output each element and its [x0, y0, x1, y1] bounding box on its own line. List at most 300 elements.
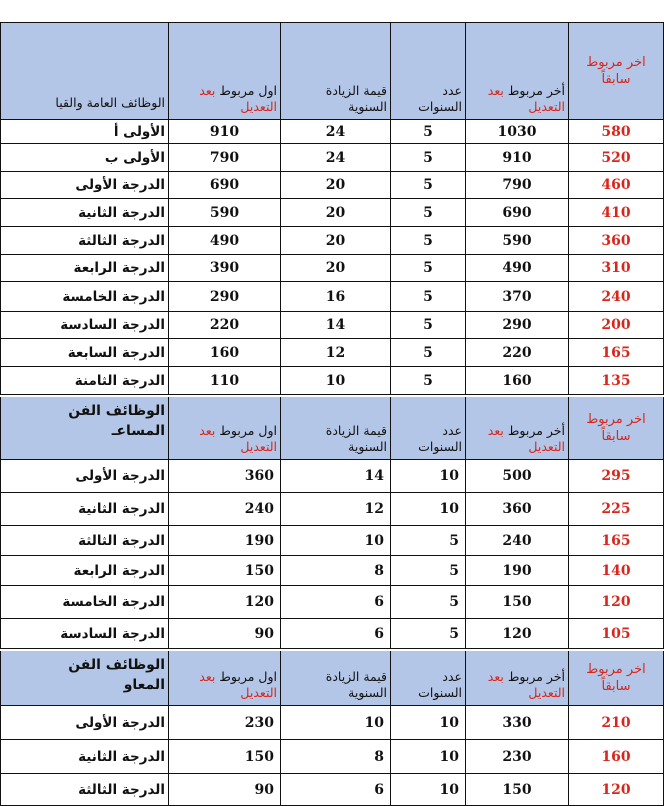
- prev-last-value-cell: [568, 172, 664, 199]
- header-part: السنوات: [418, 685, 462, 700]
- first-after-value: 150: [244, 748, 274, 765]
- increase-value: 8: [374, 748, 384, 765]
- years-value: 5: [449, 562, 459, 579]
- header-first-after: [168, 397, 280, 460]
- last-after-value: 360: [502, 501, 532, 517]
- increase-value: 10: [325, 372, 346, 389]
- last-after-value-cell: [465, 740, 568, 774]
- header-part: بعد: [199, 83, 216, 98]
- increase-value-cell: [280, 282, 390, 312]
- grade-cell: [0, 556, 168, 586]
- last-after-value-cell: [465, 144, 568, 172]
- last-after-value-cell: [465, 367, 568, 395]
- prev-last-value: 225: [601, 501, 631, 517]
- grade-cell: [0, 227, 168, 255]
- grade-label: الدرجة الخامسة: [62, 594, 165, 610]
- header-part: التعديل: [528, 99, 565, 114]
- grade-cell: [0, 282, 168, 312]
- header-last-after-text: [488, 423, 565, 455]
- table-row: [0, 120, 664, 144]
- first-after-value-cell: [168, 339, 280, 367]
- grade-cell: [0, 586, 168, 619]
- header-years: [390, 22, 465, 120]
- years-value-cell: [390, 172, 465, 199]
- increase-value-cell: [280, 255, 390, 282]
- header-part: اخر مربوط: [586, 55, 646, 70]
- increase-value-cell: [280, 227, 390, 255]
- grade-cell: [0, 199, 168, 227]
- increase-value-cell: [280, 586, 390, 619]
- increase-value: 20: [325, 232, 346, 249]
- first-after-value-cell: [168, 460, 280, 493]
- prev-last-value-cell: [568, 460, 664, 493]
- years-value: 5: [423, 317, 433, 333]
- header-part: بعد: [199, 669, 216, 684]
- grade-label: الدرجة الثانية: [78, 204, 165, 221]
- header-row: [0, 651, 664, 706]
- group-title-cell: [0, 651, 168, 706]
- years-value: 5: [423, 288, 433, 305]
- years-value-cell: [390, 367, 465, 395]
- last-after-value-cell: [465, 199, 568, 227]
- table-row: [0, 586, 664, 619]
- header-increase-text: [326, 669, 387, 701]
- header-part: عدد: [442, 83, 462, 98]
- years-value-cell: [390, 227, 465, 255]
- grade-label: الدرجة الرابعة: [73, 562, 165, 579]
- group-title: [55, 93, 165, 113]
- grade-cell: [0, 526, 168, 556]
- first-after-value: 690: [209, 177, 240, 193]
- years-value-cell: [390, 556, 465, 586]
- prev-last-value-cell: [568, 312, 664, 339]
- prev-last-value-cell: [568, 255, 664, 282]
- first-after-value: 290: [209, 288, 240, 305]
- prev-last-value-cell: [568, 774, 664, 806]
- last-after-value: 790: [502, 177, 532, 193]
- last-after-value-cell: [465, 460, 568, 493]
- group-title-line1: الوظائف العامة والقيا: [55, 95, 165, 110]
- header-row: [0, 397, 664, 460]
- increase-value: 12: [364, 501, 384, 517]
- increase-value-cell: [280, 367, 390, 395]
- last-after-value: 370: [502, 288, 532, 305]
- increase-value: 16: [325, 288, 346, 305]
- years-value-cell: [390, 144, 465, 172]
- prev-last-value: 135: [601, 372, 631, 389]
- header-part: بعد: [487, 423, 504, 438]
- first-after-value: 90: [254, 625, 274, 642]
- header-part: أخر مربوط: [503, 423, 565, 438]
- last-after-value: 490: [502, 260, 532, 276]
- last-after-value: 290: [502, 317, 532, 333]
- first-after-value-cell: [168, 586, 280, 619]
- increase-value-cell: [280, 774, 390, 806]
- years-value: 10: [439, 501, 459, 517]
- header-first-after-text: [199, 669, 277, 701]
- header-increase: [280, 22, 390, 120]
- table-row: [0, 255, 664, 282]
- header-part: التعديل: [240, 99, 277, 114]
- years-value: 5: [449, 625, 459, 642]
- first-after-value-cell: [168, 774, 280, 806]
- increase-value-cell: [280, 740, 390, 774]
- years-value-cell: [390, 120, 465, 144]
- header-years: [390, 397, 465, 460]
- increase-value-cell: [280, 144, 390, 172]
- years-value: 5: [449, 532, 459, 549]
- table-row: [0, 199, 664, 227]
- grade-cell: [0, 120, 168, 144]
- prev-last-value-cell: [568, 282, 664, 312]
- table-row: [0, 526, 664, 556]
- grade-cell: [0, 367, 168, 395]
- group-title: [68, 401, 165, 441]
- grade-label: الدرجة الخامسة: [62, 288, 165, 305]
- header-first-after: [168, 651, 280, 706]
- header-increase: [280, 651, 390, 706]
- last-after-value: 590: [502, 232, 532, 249]
- last-after-value: 500: [502, 468, 532, 484]
- increase-value: 14: [325, 317, 346, 333]
- table-row: [0, 774, 664, 806]
- increase-value-cell: [280, 619, 390, 649]
- last-after-value-cell: [465, 120, 568, 144]
- prev-last-value-cell: [568, 367, 664, 395]
- prev-last-value: 120: [601, 781, 631, 798]
- first-after-value-cell: [168, 706, 280, 740]
- last-after-value: 150: [502, 781, 532, 798]
- first-after-value-cell: [168, 556, 280, 586]
- group-title-line2: المعاو: [123, 677, 165, 693]
- table-row: [0, 227, 664, 255]
- prev-last-value: 105: [601, 625, 631, 642]
- increase-value: 6: [374, 625, 384, 642]
- prev-last-value-cell: [568, 199, 664, 227]
- prev-last-value: 160: [601, 748, 631, 765]
- increase-value-cell: [280, 172, 390, 199]
- grade-label: الدرجة الثالثة: [78, 532, 165, 549]
- header-first-after: [168, 22, 280, 120]
- prev-last-value-cell: [568, 493, 664, 526]
- last-after-value-cell: [465, 312, 568, 339]
- years-value-cell: [390, 312, 465, 339]
- header-years-text: [418, 423, 462, 455]
- increase-value-cell: [280, 706, 390, 740]
- table-row: [0, 172, 664, 199]
- header-part: بعد: [199, 423, 216, 438]
- prev-last-value: 360: [601, 232, 631, 249]
- prev-last-value-cell: [568, 706, 664, 740]
- increase-value: 24: [325, 123, 346, 140]
- header-prev-last-text: [569, 54, 663, 88]
- increase-value: 20: [325, 177, 346, 193]
- years-value-cell: [390, 493, 465, 526]
- header-part: السنوية: [348, 439, 387, 454]
- last-after-value: 160: [502, 372, 532, 389]
- first-after-value-cell: [168, 740, 280, 774]
- grade-label: الدرجة الثالثة: [78, 232, 165, 249]
- header-prev-last-text: [569, 661, 663, 695]
- years-value: 5: [423, 372, 433, 389]
- header-increase-text: [326, 83, 387, 115]
- increase-value: 20: [325, 260, 346, 276]
- prev-last-value: 460: [601, 177, 631, 193]
- header-part: التعديل: [528, 439, 565, 454]
- header-part: السنوات: [418, 439, 462, 454]
- first-after-value-cell: [168, 493, 280, 526]
- increase-value: 20: [325, 204, 346, 221]
- grade-label: الدرجة الرابعة: [73, 260, 165, 276]
- grade-cell: [0, 255, 168, 282]
- last-after-value: 120: [502, 625, 532, 642]
- first-after-value: 150: [244, 562, 274, 579]
- increase-value-cell: [280, 460, 390, 493]
- years-value-cell: [390, 255, 465, 282]
- table-row: [0, 460, 664, 493]
- table-row: [0, 619, 664, 649]
- grade-label: الدرجة الثانية: [78, 501, 165, 517]
- prev-last-value-cell: [568, 120, 664, 144]
- prev-last-value: 210: [601, 714, 631, 731]
- header-years-text: [418, 83, 462, 115]
- header-part: السنوية: [348, 99, 387, 114]
- increase-value-cell: [280, 556, 390, 586]
- first-after-value: 390: [209, 260, 240, 276]
- prev-last-value: 240: [601, 288, 631, 305]
- header-part: عدد: [442, 669, 462, 684]
- first-after-value: 360: [244, 468, 274, 484]
- years-value-cell: [390, 282, 465, 312]
- years-value: 5: [423, 344, 433, 361]
- grade-cell: [0, 619, 168, 649]
- grade-label: الدرجة الأولى: [75, 714, 165, 731]
- first-after-value-cell: [168, 312, 280, 339]
- grade-label: الدرجة الثالثة: [78, 781, 165, 798]
- group-title-line1: الوظائف الفن: [68, 657, 165, 673]
- first-after-value: 230: [244, 714, 274, 731]
- increase-value: 6: [374, 781, 384, 798]
- years-value-cell: [390, 339, 465, 367]
- first-after-value-cell: [168, 255, 280, 282]
- increase-value: 10: [364, 532, 384, 549]
- first-after-value: 190: [244, 532, 274, 549]
- header-years: [390, 651, 465, 706]
- grade-cell: [0, 172, 168, 199]
- first-after-value-cell: [168, 199, 280, 227]
- first-after-value: 120: [244, 594, 274, 610]
- last-after-value-cell: [465, 774, 568, 806]
- prev-last-value: 120: [601, 594, 631, 610]
- group-title-line1: الوظائف الفن: [68, 403, 165, 419]
- grade-label: الدرجة السادسة: [60, 317, 165, 333]
- prev-last-value-cell: [568, 740, 664, 774]
- header-first-after-text: [199, 83, 277, 115]
- header-part: بعد: [487, 83, 504, 98]
- header-part: السنوية: [348, 685, 387, 700]
- header-prev-last: [568, 397, 664, 460]
- years-value-cell: [390, 774, 465, 806]
- header-years-text: [418, 669, 462, 701]
- last-after-value: 190: [502, 562, 532, 579]
- grade-cell: [0, 706, 168, 740]
- header-row: [0, 22, 664, 120]
- last-after-value-cell: [465, 556, 568, 586]
- header-part: اول مربوط: [215, 83, 277, 98]
- grade-label: الدرجة السادسة: [60, 625, 165, 642]
- first-after-value-cell: [168, 282, 280, 312]
- last-after-value-cell: [465, 619, 568, 649]
- last-after-value: 220: [502, 344, 532, 361]
- header-part: السنوات: [418, 99, 462, 114]
- header-part: أخر مربوط: [503, 83, 565, 98]
- first-after-value-cell: [168, 144, 280, 172]
- prev-last-value-cell: [568, 227, 664, 255]
- header-part: التعديل: [528, 685, 565, 700]
- last-after-value: 330: [502, 714, 532, 731]
- last-after-value-cell: [465, 339, 568, 367]
- header-last-after-text: [488, 83, 565, 115]
- first-after-value: 240: [244, 501, 274, 517]
- grade-cell: [0, 339, 168, 367]
- header-part: اخر مربوط: [586, 662, 646, 677]
- years-value: 5: [423, 204, 433, 221]
- header-part: اول مربوط: [215, 669, 277, 684]
- grade-cell: [0, 460, 168, 493]
- grade-label: الأولى أ: [113, 123, 165, 140]
- years-value-cell: [390, 526, 465, 556]
- years-value: 10: [439, 714, 459, 731]
- table-row: [0, 556, 664, 586]
- prev-last-value-cell: [568, 526, 664, 556]
- prev-last-value: 310: [601, 260, 631, 276]
- prev-last-value: 295: [601, 468, 631, 484]
- header-prev-last-text: [569, 411, 663, 445]
- first-after-value-cell: [168, 227, 280, 255]
- last-after-value-cell: [465, 227, 568, 255]
- first-after-value-cell: [168, 172, 280, 199]
- prev-last-value: 410: [601, 204, 631, 221]
- table-row: [0, 144, 664, 172]
- prev-last-value: 165: [601, 532, 631, 549]
- header-part: بعد: [487, 669, 504, 684]
- increase-value: 24: [325, 149, 346, 166]
- last-after-value: 230: [502, 748, 532, 765]
- last-after-value: 1030: [497, 123, 537, 140]
- first-after-value: 790: [209, 149, 240, 166]
- group-title-cell: [0, 397, 168, 460]
- prev-last-value-cell: [568, 556, 664, 586]
- grade-cell: [0, 144, 168, 172]
- grade-label: الدرجة الأولى: [75, 177, 165, 193]
- header-part: قيمة الزيادة: [325, 83, 387, 98]
- years-value: 10: [439, 748, 459, 765]
- prev-last-value: 140: [601, 562, 631, 579]
- header-last-after: [465, 22, 568, 120]
- group-title: [68, 655, 165, 695]
- last-after-value-cell: [465, 282, 568, 312]
- first-after-value: 220: [209, 317, 240, 333]
- table-row: [0, 282, 664, 312]
- increase-value: 10: [364, 714, 384, 731]
- increase-value: 6: [374, 594, 384, 610]
- last-after-value-cell: [465, 255, 568, 282]
- last-after-value: 690: [502, 204, 532, 221]
- years-value: 5: [423, 149, 433, 166]
- table-row: [0, 706, 664, 740]
- header-part: سابقاً: [601, 429, 631, 444]
- years-value: 5: [449, 594, 459, 610]
- header-last-after: [465, 397, 568, 460]
- grade-label: الأولى ب: [104, 149, 165, 166]
- header-part: التعديل: [240, 439, 277, 454]
- prev-last-value-cell: [568, 619, 664, 649]
- years-value: 10: [439, 468, 459, 484]
- header-part: أخر مربوط: [503, 669, 565, 684]
- header-last-after-text: [488, 669, 565, 701]
- last-after-value-cell: [465, 493, 568, 526]
- years-value: 5: [423, 177, 433, 193]
- table-row: [0, 312, 664, 339]
- years-value-cell: [390, 199, 465, 227]
- table-row: [0, 339, 664, 367]
- years-value: 10: [439, 781, 459, 798]
- years-value-cell: [390, 706, 465, 740]
- last-after-value-cell: [465, 706, 568, 740]
- increase-value-cell: [280, 312, 390, 339]
- prev-last-value-cell: [568, 586, 664, 619]
- years-value-cell: [390, 586, 465, 619]
- increase-value: 14: [364, 468, 384, 484]
- increase-value-cell: [280, 120, 390, 144]
- first-after-value: 110: [209, 372, 240, 389]
- increase-value: 8: [374, 562, 384, 579]
- grade-label: الدرجة الثامنة: [74, 372, 165, 389]
- grade-cell: [0, 740, 168, 774]
- first-after-value-cell: [168, 367, 280, 395]
- first-after-value: 910: [209, 123, 240, 140]
- last-after-value: 910: [502, 149, 532, 166]
- last-after-value-cell: [465, 172, 568, 199]
- increase-value: 12: [325, 344, 346, 361]
- group-title-cell: [0, 22, 168, 120]
- header-part: اول مربوط: [215, 423, 277, 438]
- header-first-after-text: [199, 423, 277, 455]
- prev-last-value-cell: [568, 339, 664, 367]
- header-last-after: [465, 651, 568, 706]
- header-part: سابقاً: [601, 679, 631, 694]
- years-value-cell: [390, 740, 465, 774]
- first-after-value-cell: [168, 120, 280, 144]
- group-title-line2: المساعـ: [111, 423, 165, 439]
- header-part: قيمة الزيادة: [325, 423, 387, 438]
- increase-value-cell: [280, 199, 390, 227]
- years-value: 5: [423, 260, 433, 276]
- header-part: اخر مربوط: [586, 412, 646, 427]
- table-row: [0, 367, 664, 395]
- last-after-value-cell: [465, 586, 568, 619]
- first-after-value-cell: [168, 619, 280, 649]
- header-part: عدد: [442, 423, 462, 438]
- prev-last-value: 580: [601, 123, 631, 140]
- years-value-cell: [390, 619, 465, 649]
- years-value-cell: [390, 460, 465, 493]
- grade-cell: [0, 774, 168, 806]
- header-increase-text: [326, 423, 387, 455]
- last-after-value-cell: [465, 526, 568, 556]
- grade-cell: [0, 493, 168, 526]
- first-after-value: 490: [209, 232, 240, 249]
